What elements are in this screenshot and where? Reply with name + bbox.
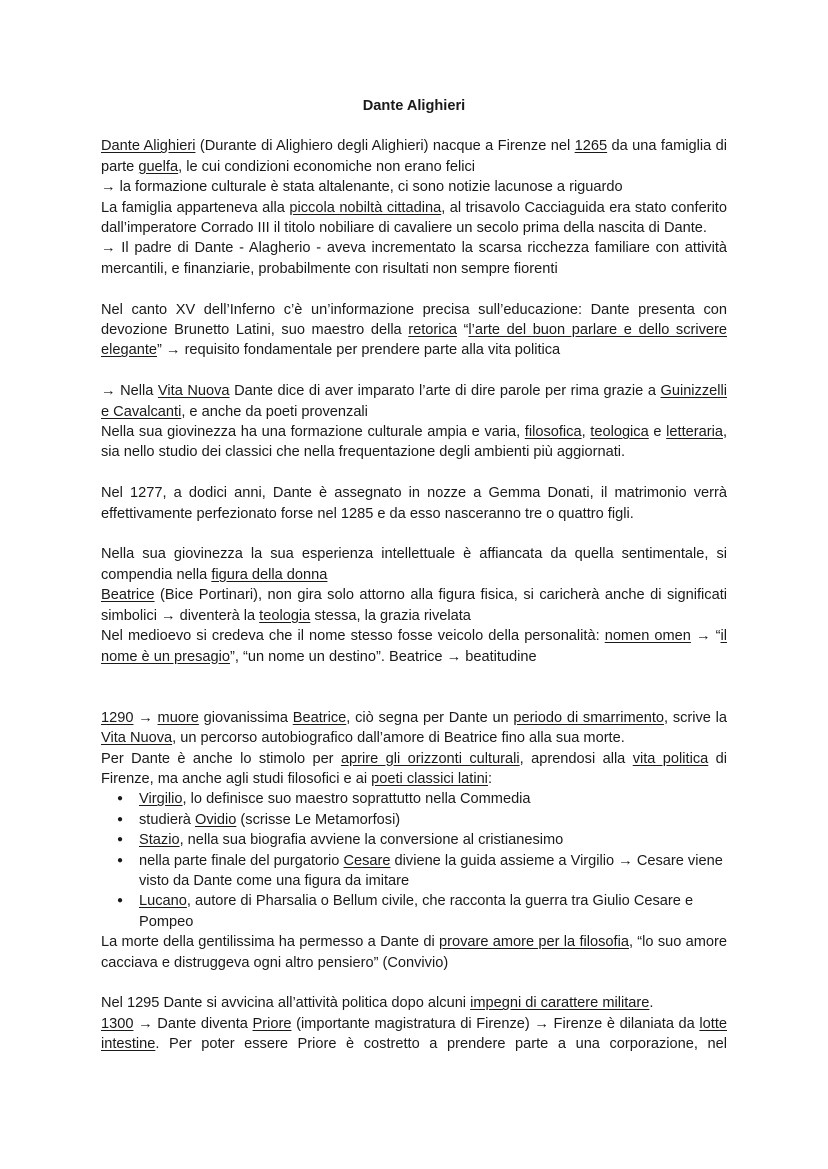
paragraph-vita-nuova: → Nella Vita Nuova Dante dice di aver imparato l’arte di dire parole per rima grazie a Guinizzelli e Cavalcanti, e anche da poeti provenzali — [101, 383, 727, 420]
document-page — [101, 96, 727, 1055]
paragraph-father: → Il padre di Dante - Alagherio - aveva incrementato la scarsa ricchezza familiare con attività mercantili, e finanziarie, probabilmente con risultati non sempre fiorenti — [101, 240, 727, 277]
paragraph-1290: 1290 → muore giovanissima Beatrice, ciò segna per Dante un periodo di smarrimento, scrive la Vita Nuova, un percorso autobiografico dall’amore di Beatrice fino alla sua morte. — [101, 709, 728, 747]
list-item: ● Lucano, autore di Pharsalia o Bellum civile, che racconta la guerra tra Giulio Cesare e Pompeo — [139, 891, 727, 932]
paragraph-1295: Nel 1295 Dante si avvicina all’attività politica dopo alcuni impegni di carattere militare. — [101, 995, 654, 1012]
paragraph-horizons: Per Dante è anche lo stimolo per aprire gli orizzonti culturali, aprendosi alla vita politica di Firenze, ma anche agli studi filosofici e ai poeti classici latini: — [101, 750, 727, 787]
list-item: ● Virgilio, lo definisce suo maestro soprattutto nella Commedia — [139, 789, 727, 809]
list-item: ● nella parte finale del purgatorio Cesare diviene la guida assieme a Virgilio → Cesare viene visto da Dante come una figura da imitare — [139, 851, 727, 892]
paragraph-philosophy: La morte della gentilissima ha permesso a Dante di provare amore per la filosofia, “lo suo amore cacciava e distruggeva ogni altro pensiero” (Convivio) — [101, 934, 728, 971]
paragraph-beatrice: Beatrice (Bice Portinari), non gira solo attorno alla figura fisica, si caricherà anche di significati simbolici → diventerà la teologia stessa, la grazia rivelata — [101, 587, 727, 624]
paragraph-family: La famiglia apparteneva alla piccola nobiltà cittadina, al trisavolo Cacciaguida era stato conferito dall’imperatore Corrado III il titolo nobiliare di cavaliere un secolo prima della nascita di Dante. — [101, 199, 727, 237]
paragraph-education: Nel canto XV dell’Inferno c’è un’informazione precisa sull’educazione: Dante presenta con devozione Brunetto Latini, suo maestro della retorica “l’arte del buon parlare e dello scrivere elegante” → requisito fondamentale per prendere parte alla vita politica — [101, 301, 727, 359]
paragraph-nomen-omen: Nel medioevo si credeva che il nome stesso fosse veicolo della personalità: nomen omen → “il nome è un presagio”, “un nome un destino”. Beatrice → beatitudine — [101, 628, 727, 665]
paragraph-birth: Dante Alighieri (Durante di Alighiero degli Alighieri) nacque a Firenze nel 1265 da una famiglia di parte guelfa, le cui condizioni economiche non erano felici — [101, 138, 727, 175]
paragraph-sentimental: Nella sua giovinezza la sua esperienza intellettuale è affiancata da quella sentimentale, si compendia nella figura della donna — [101, 546, 727, 583]
classic-poets-list — [101, 789, 727, 932]
paragraph-youth: Nella sua giovinezza ha una formazione culturale ampia e varia, filosofica, teologica e letteraria, sia nello studio dei classici che nella frequentazione degli ambienti più aggiornati. — [101, 424, 727, 461]
list-item: ● Stazio, nella sua biografia avviene la conversione al cristianesimo — [139, 830, 727, 850]
paragraph-formation: → la formazione culturale è stata altalenante, ci sono notizie lacunose a riguardo — [101, 179, 623, 196]
paragraph-marriage: Nel 1277, a dodici anni, Dante è assegnato in nozze a Gemma Donati, il matrimonio verrà effettivamente perfezionato forse nel 1285 e da esso nasceranno tre o quattro figli. — [101, 485, 727, 522]
list-item: ● studierà Ovidio (scrisse Le Metamorfosi) — [139, 810, 727, 830]
paragraph-1300: 1300 → Dante diventa Priore (importante magistratura di Firenze) → Firenze è dilaniata da lotte intestine. Per poter essere Priore è costretto a prendere parte a una corporazione, nel — [101, 1015, 727, 1053]
document-title: Dante Alighieri — [362, 98, 466, 114]
